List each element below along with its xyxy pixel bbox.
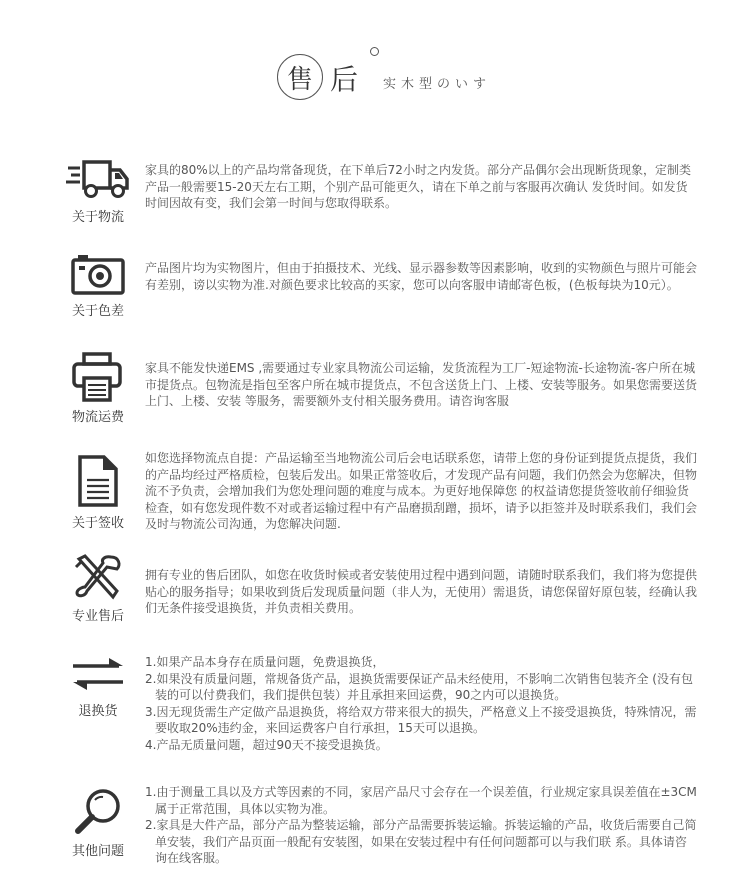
title-char-shou: 售 [286, 64, 313, 95]
section-list [145, 784, 697, 867]
section-text [145, 784, 697, 867]
list-item: 1.由于测量工具以及方式等因素的不同，家居产品尺寸会存在一个误差值，行业规定家具误差值在±3CM属于正常范围，具体以实物为准。 [145, 785, 697, 816]
section-icon-box [62, 656, 134, 719]
printer-icon [70, 352, 126, 402]
title-circle [277, 54, 323, 100]
section-paragraph: 家具不能发快递EMS ,需要通过专业家具物流公司运输，发货流程为工厂-短途物流-长途物流-客户所在城市提货点。包物流是指包至客户所在城市提货点，不包含送货上门、上楼、安装等服务。如果您需要送货上门、上楼、安装 等服务，需要额外支付相关服务费用。请咨询客服 [145, 361, 698, 408]
section-label: 其他问题 [71, 844, 124, 859]
title-char-hou: 后 [330, 63, 359, 96]
list-item: 1.如果产品本身存在质量问题，免费退换货， [145, 655, 385, 669]
section-text [145, 654, 697, 753]
page-header [0, 0, 750, 130]
section-icon-box [62, 352, 134, 425]
section-text [145, 360, 697, 410]
section-icon-box [62, 252, 134, 319]
section-icon-box [62, 553, 134, 624]
section-icon-box [62, 158, 134, 225]
section-paragraph: 拥有专业的售后团队，如您在收货时候或者安装使用过程中遇到问题，请随时联系我们，我们将为您提供贴心的服务指导；如果收到货后发现质量问题（非人为，无使用）需退货，请您保留好原包装，经确认我们无条件接受退换货，并负责相关费用。 [145, 568, 698, 615]
section-text [145, 260, 697, 293]
section-label: 关于物流 [71, 210, 124, 225]
degree-mark-icon [370, 47, 379, 56]
document-icon [76, 454, 120, 508]
section-icon-box [62, 786, 134, 859]
section-label: 关于色差 [71, 304, 124, 319]
section-text [145, 567, 697, 617]
truck-icon [66, 158, 130, 202]
section-text [145, 450, 697, 533]
section-label: 退换货 [78, 704, 118, 719]
section-label: 物流运费 [71, 410, 124, 425]
section-paragraph: 产品图片均为实物图片，但由于拍摄技术、光线、显示器参数等因素影响，收到的实物颜色与照片可能会有差别，谤以实物为准.对颜色要求比较高的买家，您可以向客服申请邮寄色板，(色板每块为10元）。 [145, 261, 698, 292]
section-text [145, 162, 697, 212]
tools-icon [73, 553, 123, 601]
camera-icon [70, 252, 126, 296]
list-item: 3.因无现货需生产定做产品退换货，将给双方带来很大的损失，严格意义上不接受退换货，特殊情况，需要收取20%违约金，来回运费客户自行承担，15天可以退换。 [145, 704, 697, 735]
list-item: 2.家具是大件产品，部分产品为整装运输，部分产品需要拆装运输。拆装运输的产品，收货后需要自己简单安装，我们产品页面一般配有安装图，如果在安装过程中有任何问题都可以与我们联 系。具体请咨询在线客服。 [145, 818, 697, 865]
exchange-arrows-icon [71, 656, 125, 692]
list-item: 4.产品无质量问题，超过90天不接受退换货。 [145, 737, 388, 752]
section-label: 专业售后 [71, 609, 124, 624]
section-label: 关于签收 [71, 516, 124, 531]
section-paragraph: 如您选择物流点自提：产品运输至当地物流公司后会电话联系您，请带上您的身份证到提货点提货，我们的产品均经过严格质检，包装后发出。如果正常签收后，才发现产品有问题，我们仍然会为您解决，但物流不予负责，会增加我们为您处理问题的难度与成本。为更好地保障您 的权益请您提货签收前仔细验货检查，如有您发现件数不对或者运输过程中有产品磨损刮蹭，损坏，请予以拒签并及时联系我们，我们会及时与物流公司沟通，为您解决问题. [145, 451, 698, 531]
section-paragraph: 家具的80%以上的产品均常备现货，在下单后72小时之内发货。部分产品偶尔会出现断货现象，定制类产品一般需要15-20天左右工期，个别产品可能更久，请在下单之前与客服再次确认 发货时间。如发货时间因故有变，我们会第一时间与您取得联系。 [145, 163, 691, 210]
section-list [145, 654, 697, 753]
magnifier-icon [73, 786, 123, 836]
list-item: 2.如果没有质量问题，常规备货产品，退换货需要保证产品未经使用，不影响二次销售包装齐全 (没有包装的可以付费我们，我们提供包装）并且承担来回运费，90之内可以退换货。 [145, 671, 693, 702]
section-icon-box [62, 454, 134, 531]
page-subtitle: 实木型のいす [383, 77, 492, 92]
